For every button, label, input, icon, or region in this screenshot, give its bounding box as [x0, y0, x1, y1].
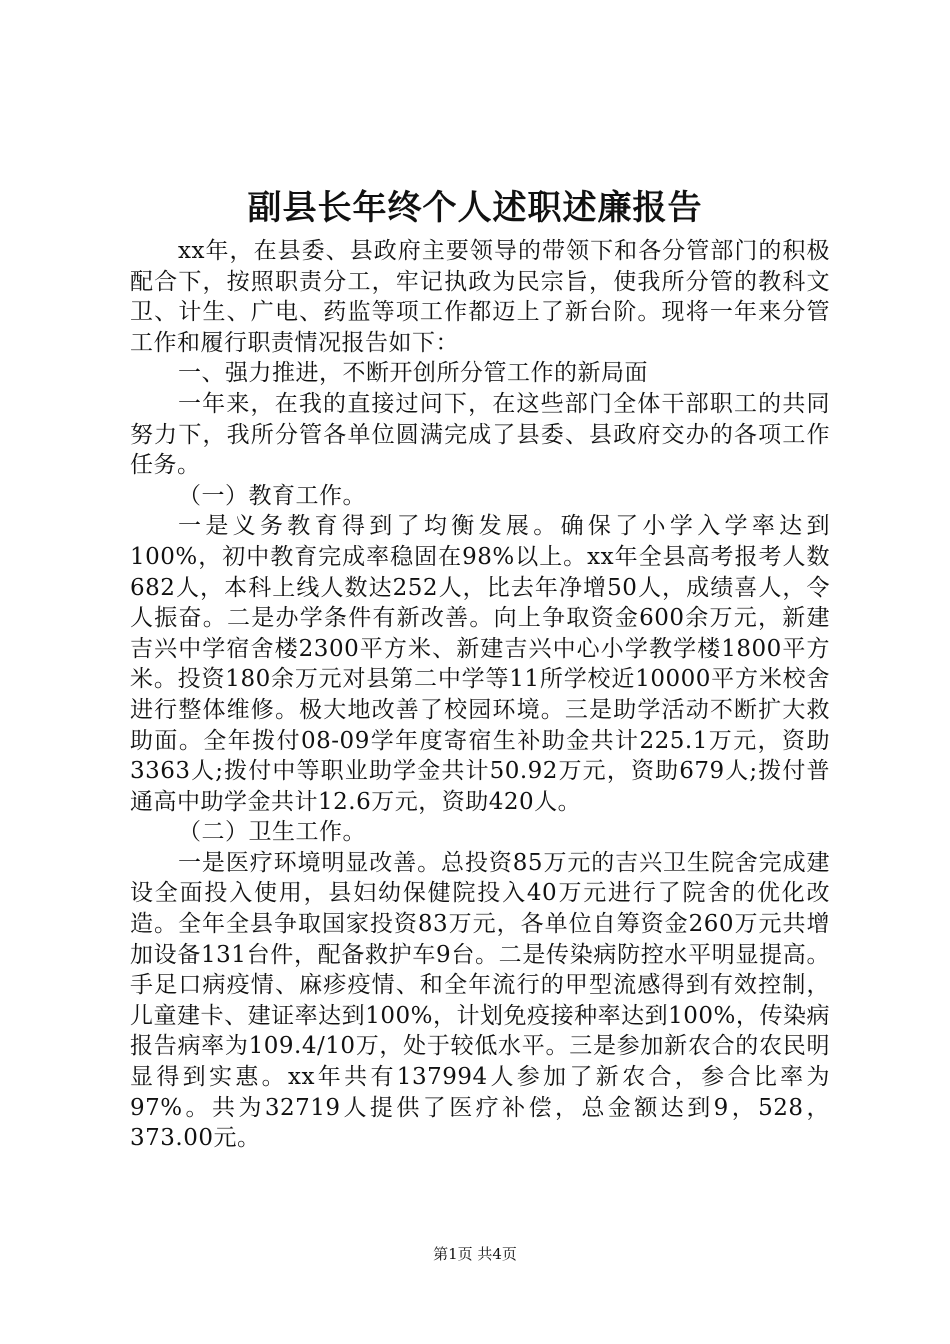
section-heading-1: 一、强力推进，不断开创所分管工作的新局面 — [178, 360, 648, 387]
subsection-heading-health: （二）卫生工作。 — [178, 819, 366, 846]
document-body — [130, 236, 830, 1154]
paragraph-health: 一是医疗环境明显改善。总投资85万元的吉兴卫生院舍完成建设全面投入使用，县妇幼保健院投入40万元进行了院舍的优化改造。全年全县争取国家投资83万元，各单位自筹资金260万元共增加设备131台件，配备救护车9台。二是传染病防控水平明显提高。手足口病疫情、麻疹疫情、和全年流行的甲型流感得到有效控制，儿童建卡、建证率达到100%，计划免疫接种率达到100%，传染病报告病率为109.4/10万，处于较低水平。三是参加新农合的农民明显得到实惠。xx年共有137994人参加了新农合，参合比率为97%。共为32719人提供了医疗补偿，总金额达到9，528，373.00元。 — [130, 849, 830, 1152]
paragraph-summary: 一年来，在我的直接过问下，在这些部门全体干部职工的共同努力下，我所分管各单位圆满完成了县委、县政府交办的各项工作任务。 — [130, 390, 830, 479]
page-footer: 第1页 共4页 — [433, 1245, 517, 1263]
paragraph-intro: xx年，在县委、县政府主要领导的带领下和各分管部门的积极配合下，按照职责分工，牢记执政为民宗旨，使我所分管的教科文卫、计生、广电、药监等项工作都迈上了新台阶。现将一年来分管工作和履行职责情况报告如下： — [130, 238, 830, 356]
subsection-heading-education: （一）教育工作。 — [178, 482, 366, 509]
paragraph-education: 一是义务教育得到了均衡发展。确保了小学入学率达到100%，初中教育完成率稳固在98%以上。xx年全县高考报考人数682人，本科上线人数达252人，比去年净增50人，成绩喜人，令人振奋。二是办学条件有新改善。向上争取资金600余万元，新建吉兴中学宿舍楼2300平方米、新建吉兴中心小学教学楼1800平方米。投资180余万元对县第二中学等11所学校近10000平方米校舍进行整体维修。极大地改善了校园环境。三是助学活动不断扩大救助面。全年拨付08-09学年度寄宿生补助金共计225.1万元，资助3363人;拨付中等职业助学金共计50.92万元，资助679人;拨付普通高中助学金共计12.6万元，资助420人。 — [130, 513, 830, 815]
document-title: 副县长年终个人述职述廉报告 — [247, 188, 703, 228]
